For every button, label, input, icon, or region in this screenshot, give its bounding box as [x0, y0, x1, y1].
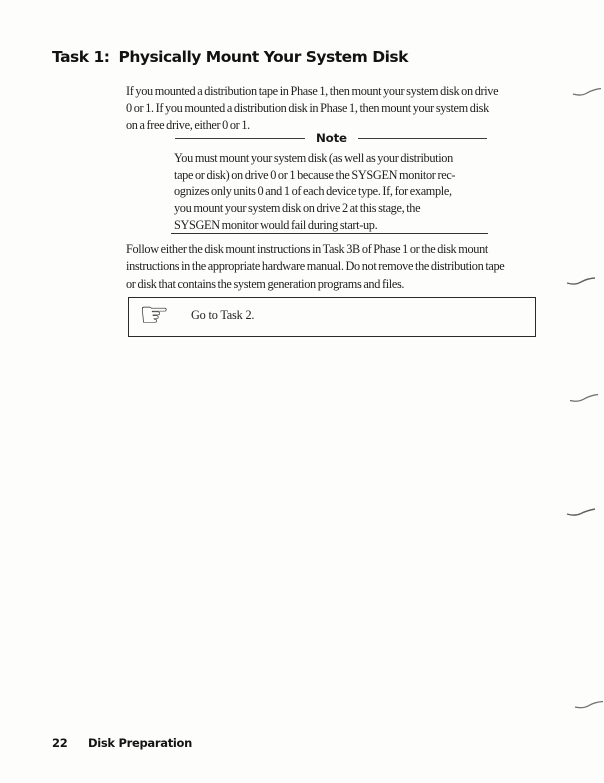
page-edge-scan-mark — [569, 392, 599, 404]
note-label: Note — [316, 131, 347, 145]
pointing-hand-icon: ☞ — [139, 295, 170, 335]
page-title — [52, 48, 408, 66]
intro-paragraph — [126, 83, 498, 134]
note-rule-bottom — [171, 233, 488, 234]
task-title: Physically Mount Your System Disk — [118, 48, 408, 66]
note-line: You must mount your system disk (as well as your distribution — [174, 151, 453, 165]
note-line: ognizes only units 0 and 1 of each device type. If, for example, — [174, 184, 452, 199]
paragraph-line: on a free drive, either 0 or 1. — [126, 118, 250, 132]
note-line: tape or disk) on drive 0 or 1 because the SYSGEN monitor rec- — [174, 167, 456, 182]
note-line: you mount your system disk on drive 2 at this stage, the — [174, 201, 421, 216]
note-line: SYSGEN monitor would fail during start-up. — [174, 217, 378, 232]
paragraph-line: instructions in the appropriate hardware manual. Do not remove the distribution tape — [126, 259, 505, 274]
task-number-label: Task 1: — [52, 48, 110, 66]
goto-task-box — [128, 297, 536, 337]
page-number: 22 — [52, 736, 68, 750]
page-edge-scan-mark — [572, 86, 602, 98]
note-body — [174, 150, 455, 234]
page-edge-scan-mark — [566, 506, 596, 518]
paragraph-line: If you mounted a distribution tape in Phase 1, then mount your system disk on drive — [126, 84, 499, 98]
paragraph-line: Follow either the disk mount instructions in Task 3B of Phase 1 or the disk mount — [126, 242, 488, 256]
follow-paragraph — [126, 241, 504, 293]
paragraph-line: or disk that contains the system generation programs and files. — [126, 276, 405, 291]
goto-task-text: Go to Task 2. — [191, 308, 255, 322]
footer-section-title: Disk Preparation — [88, 736, 193, 750]
paragraph-line: 0 or 1. If you mounted a distribution disk in Phase 1, then mount your system disk — [126, 101, 489, 115]
page-edge-scan-mark — [566, 275, 596, 287]
note-rule-right — [358, 138, 487, 139]
note-rule-left — [175, 138, 305, 139]
page-edge-scan-mark — [574, 699, 604, 711]
